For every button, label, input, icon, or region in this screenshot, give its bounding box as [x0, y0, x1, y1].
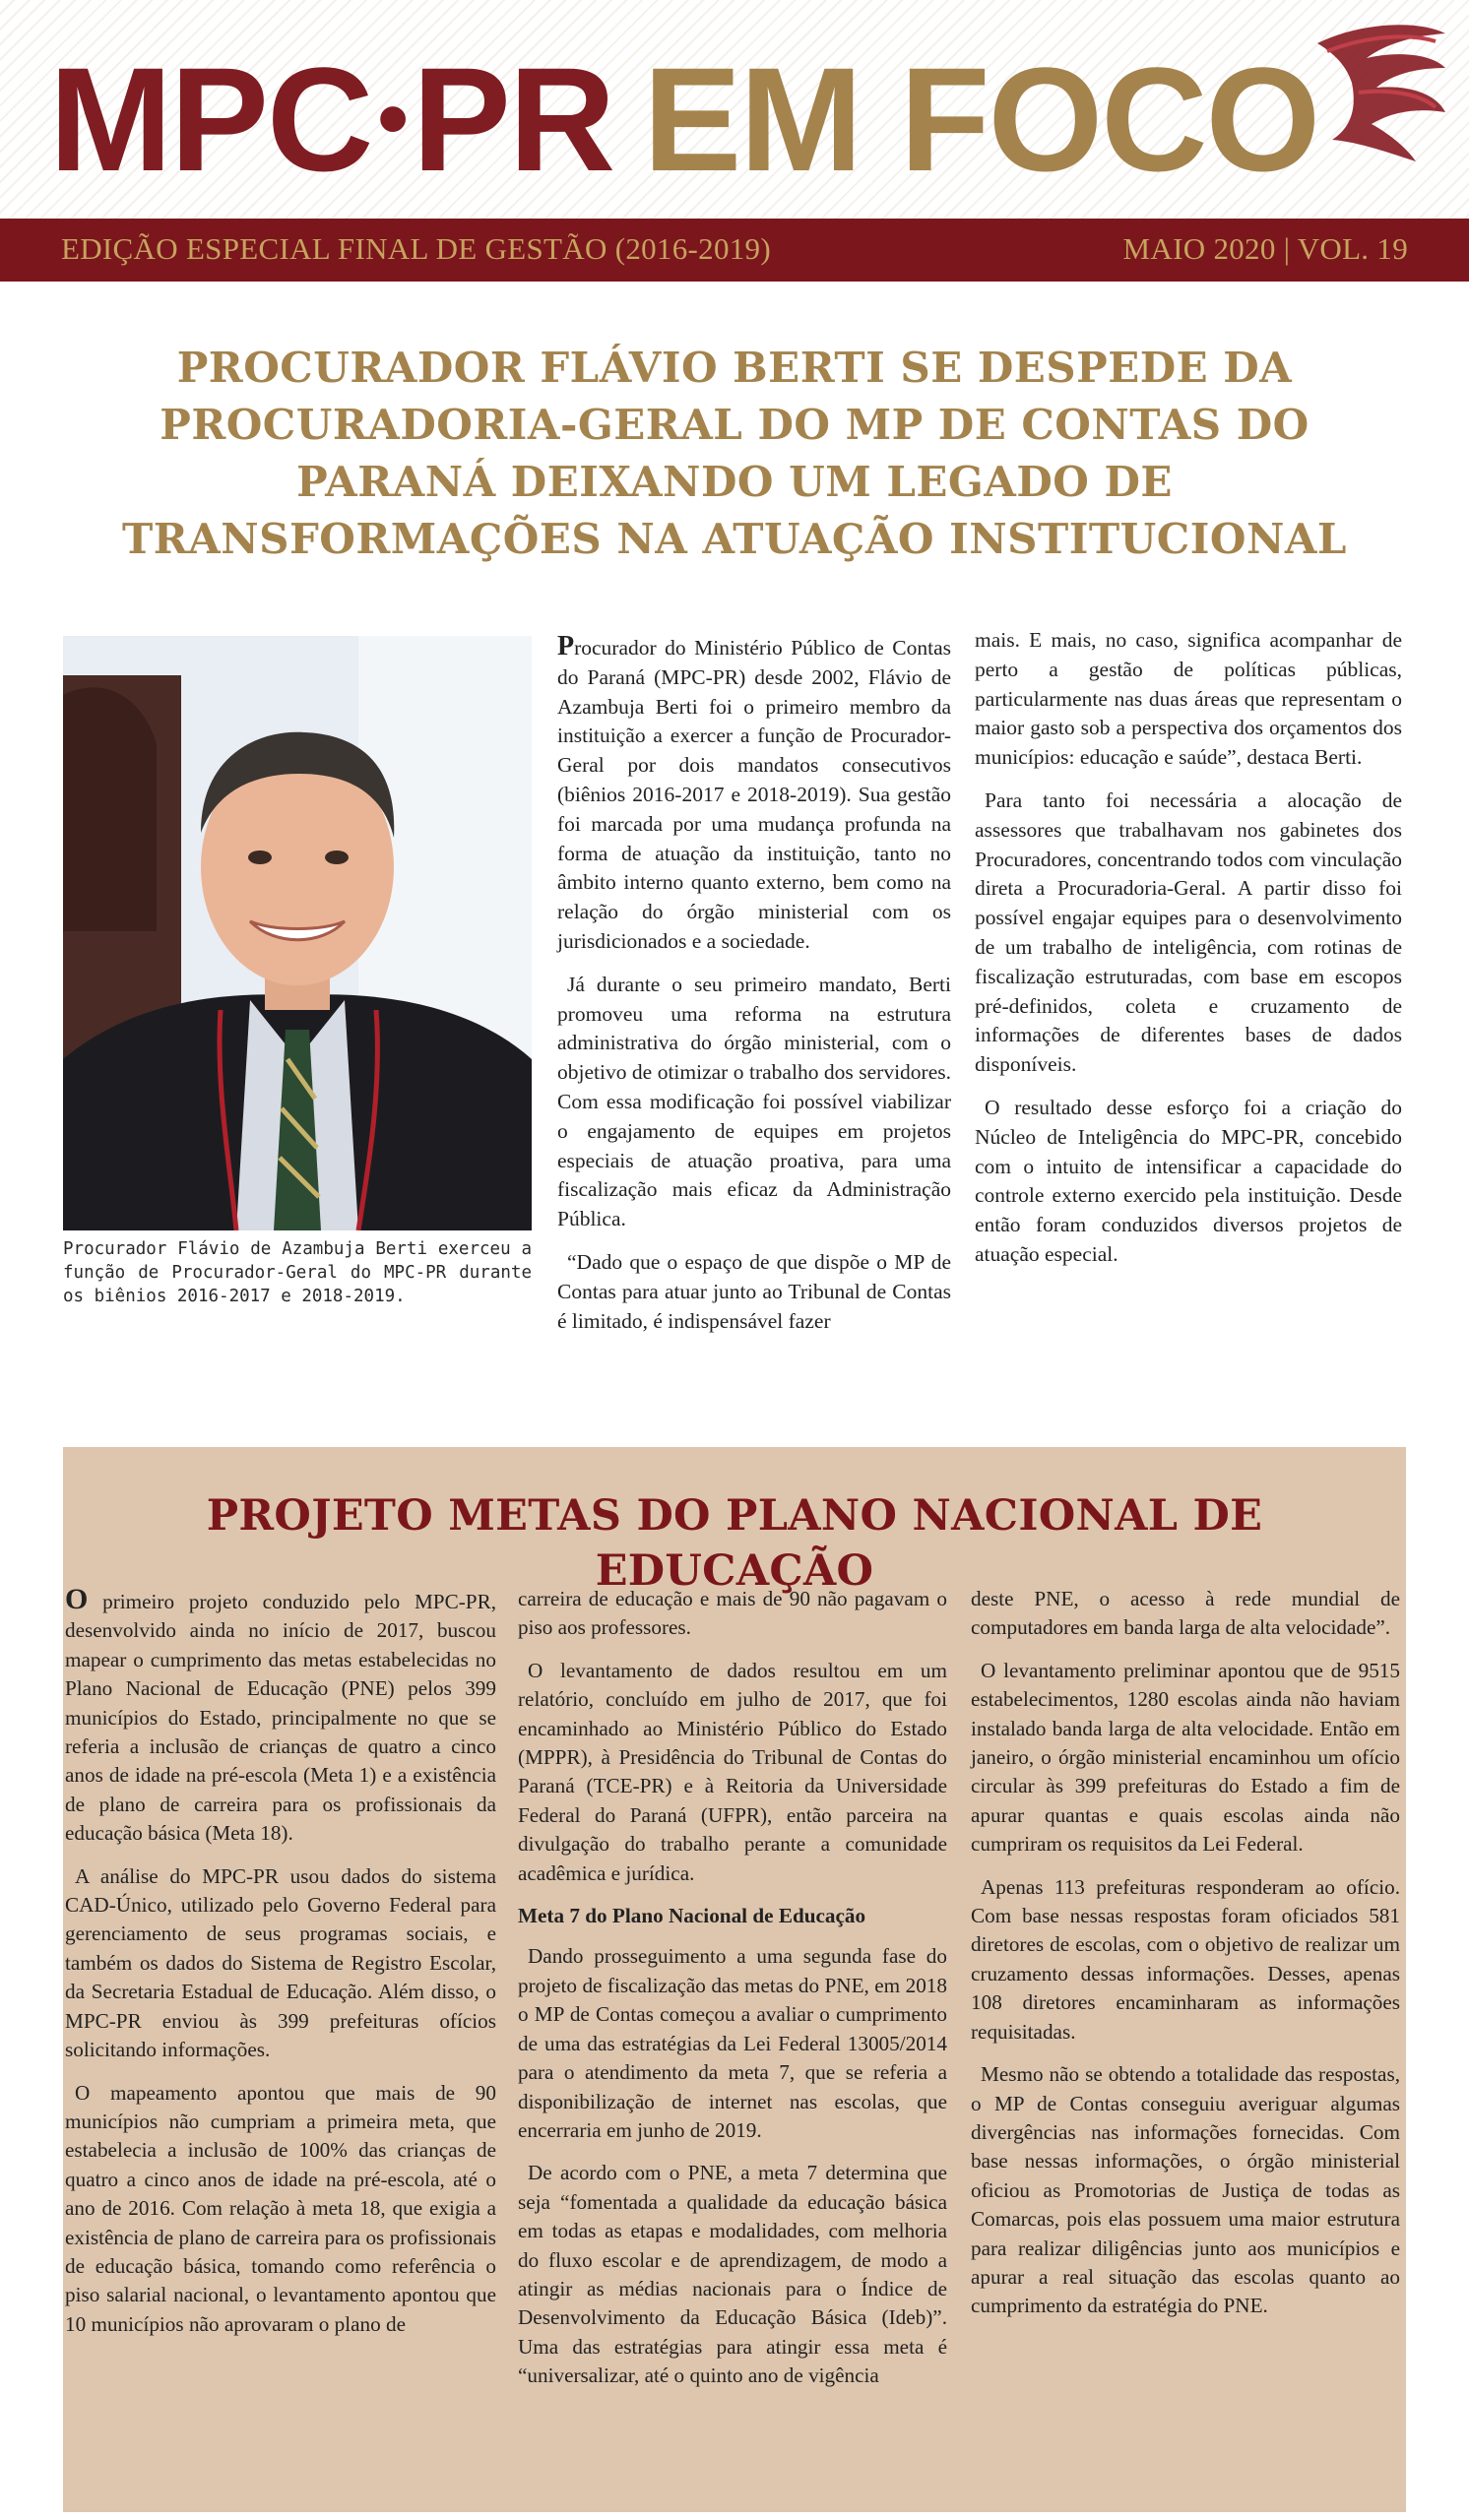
title-dot: • [377, 70, 407, 168]
box-paragraph: deste PNE, o acesso à rede mundial de computadores em banda larga de alta velocidade”. [971, 1587, 1400, 1640]
box-title: PROJETO METAS DO PLANO NACIONAL DE EDUCAÇÃO [206, 1491, 1263, 1596]
mpc-stylized-b-mark-icon [1298, 14, 1455, 171]
masthead [0, 0, 1469, 219]
box-column-1 [65, 1585, 496, 2353]
box-paragraph: Mesmo não se obtendo a totalidade das respostas, o MP de Contas conseguiu averiguar algumas divergências nas informações fornecidas. Com base nessas informações, o órgão ministerial oficiou as Promotorias de Justiça de todas as Comarcas, pois elas possuem uma maior estrutura para realizar diligências junto aos municípios e apurar a real situação das escolas quanto ao cumprimento da estratégia do PNE. [971, 2062, 1400, 2318]
box-paragraph: carreira de educação e mais de 90 não pagavam o piso aos professores. [518, 1587, 947, 1640]
title-mpc: MPC [49, 36, 372, 202]
article-paragraph: O resultado desse esforço foi a criação do Núcleo de Inteligência do MPC-PR, concebido com o intuito de intensificar a capacidade do controle externo exercido pela instituição. Desde então foram conduzidos diversos projetos de atuação especial. [975, 1095, 1402, 1266]
article-paragraph: mais. E mais, no caso, significa acompanhar de perto a gestão de políticas públicas, particularmente nas duas áreas que representam o maior gasto sob a perspectiva dos orçamentos dos municípios: educação e saúde”, destaca Berti. [975, 628, 1402, 770]
portrait-illustration [63, 636, 532, 1230]
edition-band [0, 219, 1469, 282]
article-paragraph: “Dado que o espaço de que dispõe o MP de Contas para atuar junto ao Tribunal de Contas é limitado, é indispensável fazer [557, 1249, 951, 1333]
box-column-3 [971, 1585, 1400, 2335]
box-paragraph: O mapeamento apontou que mais de 90 municípios não cumpriam a primeira meta, que estabelecia a inclusão de 100% das crianças de quatro a cinco anos de idade na pré-escola, até o ano de 2016. Com relação à meta 18, que exigia a existência de plano de carreira para os profissionais de educação básica, tomando como referência o piso salarial nacional, o levantamento apontou que 10 municípios não aprovaram o plano de [65, 2080, 496, 2336]
article-headline: PROCURADOR FLÁVIO BERTI SE DESPEDE DA PROCURADORIA-GERAL DO MP DE CONTAS DO PARANÁ DEIXANDO UM LEGADO DE TRANSFORMAÇÕES NA ATUAÇÃO INSTITUCIONAL [122, 344, 1347, 563]
box-paragraph: De acordo com o PNE, a meta 7 determina que seja “fomentada a qualidade da educação básica em todas as etapas e modalidades, com melhoria do fluxo escolar e de aprendizagem, de modo a atingir as médias nacionais para o Índice de Desenvolvimento da Educação Básica (Ideb)”. Uma das estratégias para atingir essa meta é “universalizar, até o quinto ano de vigência [518, 2161, 947, 2388]
article-paragraph [557, 632, 951, 957]
box-paragraph: Dando prosseguimento a uma segunda fase do projeto de fiscalização das metas do PNE, em 2018 o MP de Contas começou a avaliar o cumprimento de uma das estratégias da Lei Federal 13005/2014 para o atendimento da meta 7, que se referia a disponibilização de internet nas escolas, que encerraria em junho de 2019. [518, 1944, 947, 2142]
title-pr: PR [412, 36, 614, 202]
paragraph-text: rocurador do Ministério Público de Contas do Paraná (MPC-PR) desde 2002, Flávio de Azambuja Berti foi o primeiro membro da instituição a exercer a função de Procurador-Geral por dois mandatos consecutivos (biênios 2016-2017 e 2018-2019). Sua gestão foi marcada por uma mudança profunda na forma de atuação da instituição, tanto no âmbito interno quanto externo, bem como na relação do órgão ministerial com os jurisdicionados e a sociedade. [557, 636, 951, 953]
article-column-1 [557, 632, 951, 1350]
box-paragraph: Apenas 113 prefeituras responderam ao ofício. Com base nessas respostas foram oficiados 581 diretores de escolas, com o objetivo de realizar um cruzamento dessas informações. Desses, apenas 108 diretores encaminharam as informações requisitadas. [971, 1874, 1400, 2044]
publication-title [49, 36, 1319, 202]
date-volume-label: MAIO 2020 | VOL. 19 [1122, 231, 1408, 266]
paragraph-text: primeiro projeto conduzido pelo MPC-PR, desenvolvido ainda no início de 2017, buscou mapear o cumprimento das metas estabelecidas no Plano Nacional de Educação (PNE) pelos 399 municípios do Estado, principalmente no que se referia a inclusão de crianças de quatro a cinco anos de idade na pré-escola (Meta 1) e a existência de plano de carreira para os profissionais da educação básica (Meta 18). [65, 1590, 496, 1846]
box-subheading: Meta 7 do Plano Nacional de Educação [518, 1904, 866, 1928]
edition-label: EDIÇÃO ESPECIAL FINAL DE GESTÃO (2016-2019) [61, 231, 771, 266]
drop-cap: P [557, 631, 575, 662]
title-em-foco: EM FOCO [643, 36, 1319, 202]
box-paragraph: O levantamento preliminar apontou que de 9515 estabelecimentos, 1280 escolas ainda não haviam instalado banda larga de alta velocidade. Então em janeiro, o órgão ministerial encaminhou um ofício circular às 399 prefeituras do Estado a fim de apurar quantas e quais escolas ainda não cumpriram os requisitos da Lei Federal. [971, 1658, 1400, 1857]
box-paragraph: A análise do MPC-PR usou dados do sistema CAD-Único, utilizado pelo Governo Federal para gerenciamento de seus programas sociais, e também os dados do Sistema de Registro Escolar, da Secretaria Estadual de Educação. Além disso, o MPC-PR enviou às 399 prefeituras ofícios solicitando informações. [65, 1863, 496, 2062]
article-paragraph: Já durante o seu primeiro mandato, Berti promoveu uma reforma na estrutura administrativa do órgão ministerial, com o objetivo de otimizar o trabalho dos servidores. Com essa modificação foi possível viabilizar o engajamento de equipes em projetos especiais de atuação proativa, para uma fiscalização mais eficaz da Administração Pública. [557, 972, 951, 1231]
box-paragraph [65, 1585, 496, 1849]
box-column-2 [518, 1585, 947, 2405]
article-paragraph: Para tanto foi necessária a alocação de assessores que trabalhavam nos gabinetes dos Procuradores, concentrando todos com vinculação direta a Procuradoria-Geral. A partir disso foi possível engajar equipes para o desenvolvimento de um trabalho de inteligência, com rotinas de fiscalização estruturadas, com base em escopos pré-definidos, coleta e cruzamento de informações de diferentes bases de dados disponíveis. [975, 788, 1402, 1077]
drop-cap: O [65, 1583, 89, 1615]
photo-caption: Procurador Flávio de Azambuja Berti exerceu a função de Procurador-Geral do MPC-PR durante os biênios 2016-2017 e 2018-2019. [63, 1239, 532, 1306]
article-column-2 [975, 626, 1402, 1284]
portrait-photo [63, 636, 532, 1230]
box-paragraph: O levantamento de dados resultou em um relatório, concluído em julho de 2017, que foi encaminhado ao Ministério Público do Estado (MPPR), à Presidência do Tribunal de Contas do Paraná (TCE-PR) e à Reitoria da Universidade Federal do Paraná (UFPR), então parceira na divulgação do trabalho perante a comunidade acadêmica e jurídica. [518, 1658, 947, 1885]
